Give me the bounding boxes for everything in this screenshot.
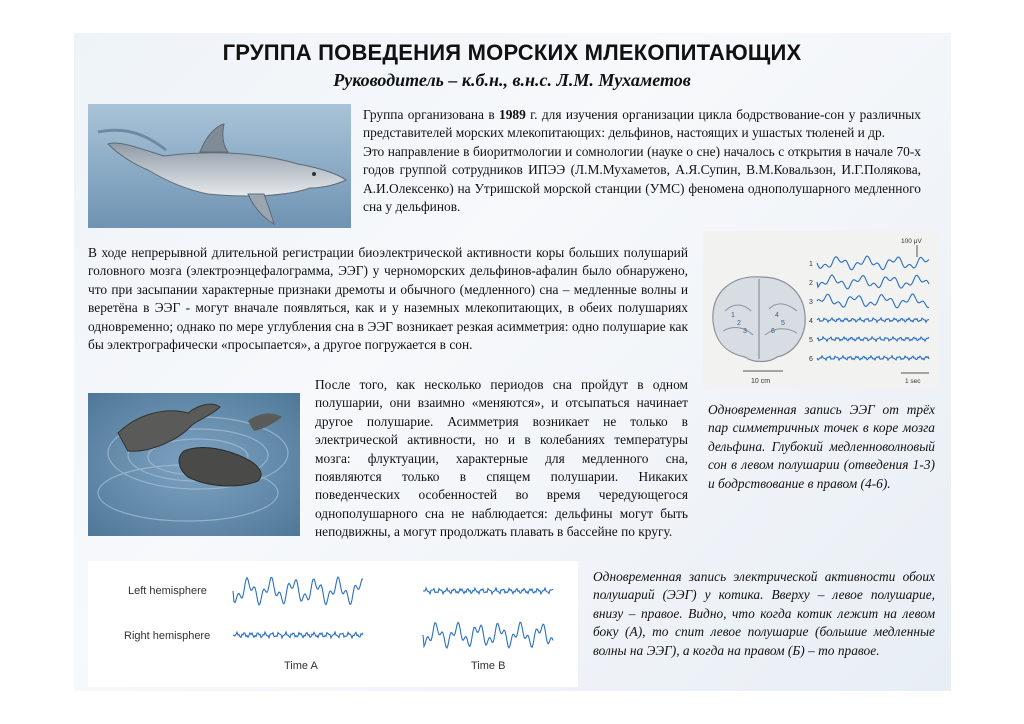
length-scale-label: 10 cm [751,378,771,385]
seal-right-trace-time-b [423,622,553,648]
eeg-channel-label: 6 [809,356,813,363]
svg-text:6: 6 [771,328,775,335]
eeg-trace-channel-6 [817,356,929,360]
svg-text:1: 1 [731,312,735,319]
eeg-trace-channel-5 [817,337,929,341]
page-subtitle: Руководитель – к.б.н., в.н.с. Л.М. Мухаметов [333,70,691,90]
seal-photo [88,393,300,536]
right-hemisphere-label: Right hemisphere [124,630,211,642]
page-title: ГРУППА ПОВЕДЕНИЯ МОРСКИХ МЛЕКОПИТАЮЩИХ [222,40,802,65]
eeg-trace-channel-4 [817,318,929,322]
svg-text:2: 2 [737,320,741,327]
dolphin-eeg-figure [703,231,938,389]
seal-eeg-traces [233,577,553,648]
seal-left-trace-time-a [233,577,363,605]
seal-eeg-figure [88,561,578,687]
seal-left-trace-time-b [423,588,553,594]
eeg-channel-label: 5 [809,337,813,344]
svg-text:5: 5 [781,320,785,327]
intro-paragraph [363,106,921,216]
time-scale-label: 1 sec [905,378,921,385]
seal-right-trace-time-a [233,632,363,638]
dolphin-photo [88,104,351,228]
svg-text:3: 3 [743,328,747,335]
eeg-channel-label: 2 [809,280,813,287]
history-text: Это направление в биоритмологии и сомнологии (науке о сне) началось с открытия в начале 70-х годов группой сотрудников ИПЭЭ (Л.М.Мухаметов, А.Я.Супин, В.М.Ковальзон, И.Г.Полякова, А.И.Олексенко) на Утришской морской станции (УМС) феномена однополушарного медленного сна у дельфинов. [363,143,921,215]
intro-text-end: г. для изучения организации цикла бодрствование-сон у различных представителей морских млекопитающих: дельфинов, настоящих и ушастых тюленей и др. [363,107,921,141]
seal-eeg-caption: Одновременная запись электрической активности обоих полушарий (ЭЭГ) у котика. Вверху – левое полушарие, внизу – правое. Видно, что когда котик лежит на левом боку (А), то спит левое полушарие (большие медленные волны на ЭЭГ), а когда на правом (Б) – то правое. [593,569,935,658]
svg-text:4: 4 [775,312,779,319]
eeg-channel-label: 4 [809,318,813,325]
dolphin-eeg-traces [809,256,929,363]
sleep-paragraph: После того, как несколько периодов сна пройдут в одном полушарии, они взаимно «меняются», и отсыпаться начинает другое полушарие. Асимметрия возникает не только в электрической активности, но и в колебаниях температуры мозга: флуктуации, характерные для медленного сна, появляются только в спящем полушарии. Никаких поведенческих особенностей во время чередующегося однополушарного сна не наблюдается: дельфины могут быть неподвижны, а могут продолжать плавать в бассейне по кругу. [315,377,688,540]
eeg-trace-channel-2 [817,275,929,289]
eeg-trace-channel-1 [817,256,929,270]
eeg-channel-label: 3 [809,299,813,306]
time-b-label: Time B [471,660,506,672]
amplitude-scale-label: 100 μV [901,238,922,245]
eeg-channel-label: 1 [809,261,813,268]
time-a-label: Time A [284,660,318,672]
intro-text-start: Группа организована в [363,107,500,122]
founding-year: 1989 [499,107,526,122]
dolphin-eeg-svg [703,231,938,389]
eeg-trace-channel-3 [817,294,929,308]
left-hemisphere-label: Left hemisphere [128,585,207,597]
eeg-paragraph: В ходе непрерывной длительной регистрации биоэлектрической активности коры больших полушарий головного мозга (электроэнцефалограмма, ЭЭГ) у черноморских дельфинов-афалин было обнаружено, что при засыпании характерные признаки дремоты и обычного (медленного) сна – медленные волны и веретёна в ЭЭГ - могут вначале появляться, как и у наземных млекопитающих, в обеих полушариях одновременно; однако по мере углубления сна в ЭЭГ возникает резкая асимметрия: одно полушарие как бы электрографически «просыпается», а другое погружается в сон. [88,245,688,353]
dolphin-eeg-caption: Одновременная запись ЭЭГ от трёх пар симметричных точек в коре мозга дельфина. Глубокий медленноволновый сон в левом полушарии (отведения 1-3) и бодрствование в правом (4-6). [708,402,935,491]
seal-eeg-svg [88,561,578,687]
